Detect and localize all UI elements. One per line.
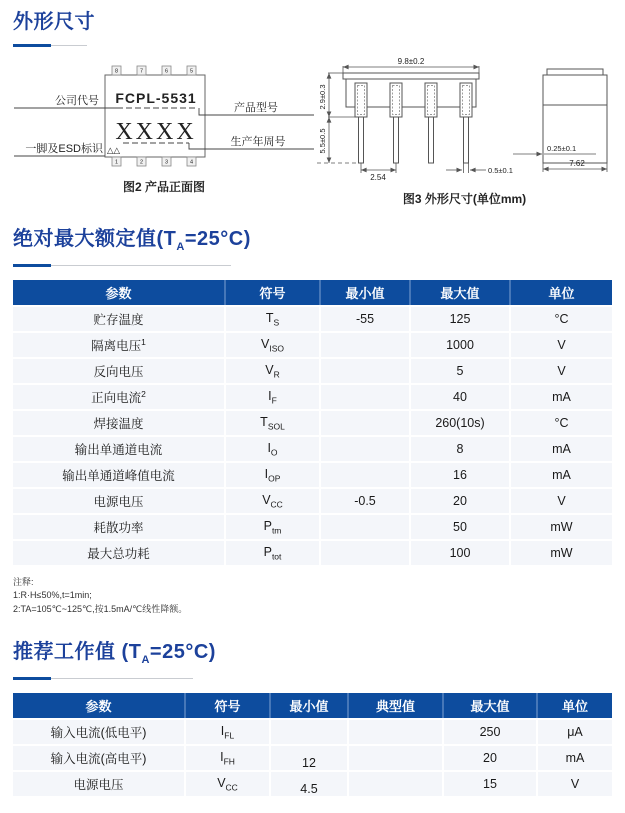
marking-code-text: XXXX <box>115 119 197 145</box>
min-cell: 4.5 <box>270 771 348 797</box>
section-abs-max <box>13 227 612 616</box>
unit-cell: mA <box>510 436 612 462</box>
dim-pin-width: 0.5±0.1 <box>488 166 513 175</box>
title-subscript: A <box>176 241 185 253</box>
col-min: 最小值 <box>320 280 410 306</box>
figure-outline-dims <box>315 55 614 207</box>
min-cell: -0.5 <box>320 488 410 514</box>
symbol-cell: $I_{FH}$ <box>185 745 270 771</box>
max-cell: 8 <box>410 436 510 462</box>
label-company-code: 公司代号 <box>55 95 99 107</box>
unit-cell: V <box>510 488 612 514</box>
table-header-row <box>13 280 612 306</box>
note-line: 2:TA=105℃~125℃,按1.5mA/℃线性降额。 <box>13 603 188 614</box>
notes-title: 注释: <box>13 576 34 587</box>
recommended-table <box>13 693 612 798</box>
col-max: 最大值 <box>410 280 510 306</box>
symbol-cell: $P_{tot}$ <box>225 540 320 566</box>
section-divider <box>13 44 612 47</box>
dim-width: 9.8±0.2 <box>397 57 425 66</box>
pin-number: 7 <box>139 68 144 75</box>
param-cell: 正向电流$^2$ <box>13 384 225 410</box>
dim-side-width: 7.62 <box>569 159 585 168</box>
symbol-cell: $T_S$ <box>225 306 320 332</box>
pin-number: 5 <box>189 68 194 75</box>
divider-accent <box>13 44 51 47</box>
symbol-cell: $V_{CC}$ <box>185 771 270 797</box>
param-cell: 耗散功率 <box>13 514 225 540</box>
param-cell: 隔离电压$^1$ <box>13 332 225 358</box>
unit-cell: μA <box>537 719 612 745</box>
col-unit: 单位 <box>510 280 612 306</box>
symbol-cell: $I_O$ <box>225 436 320 462</box>
label-product-model: 产品型号 <box>234 102 278 114</box>
col-symbol: 符号 <box>225 280 320 306</box>
max-cell: 250 <box>443 719 537 745</box>
min-cell <box>320 410 410 436</box>
table-row <box>13 488 612 514</box>
max-cell: 1000 <box>410 332 510 358</box>
typ-cell <box>348 771 443 797</box>
max-cell: 260(10s) <box>410 410 510 436</box>
min-cell <box>320 462 410 488</box>
symbol-cell: $I_F$ <box>225 384 320 410</box>
title-text: =25°C) <box>149 641 216 664</box>
unit-cell: °C <box>510 410 612 436</box>
max-cell: 15 <box>443 771 537 797</box>
max-cell: 50 <box>410 514 510 540</box>
unit-cell: mW <box>510 514 612 540</box>
pin-number: 1 <box>114 159 119 166</box>
pin-number: 4 <box>189 159 194 166</box>
param-cell: 输出单通道电流 <box>13 436 225 462</box>
param-cell: 输入电流(低电平) <box>13 719 185 745</box>
param-cell: 输出单通道峰值电流 <box>13 462 225 488</box>
dim-body-height: 2.9±0.3 <box>318 84 327 110</box>
title-text: =25°C) <box>184 228 251 250</box>
param-cell: 电源电压 <box>13 488 225 514</box>
dim-standoff: 0.25±0.1 <box>547 144 577 153</box>
divider-line <box>51 678 193 679</box>
note-line: 1:R·H≤50%,t=1min; <box>13 590 92 601</box>
param-cell: 输入电流(高电平) <box>13 745 185 771</box>
figure-product-front <box>13 55 315 207</box>
unit-cell: mA <box>537 745 612 771</box>
table-row <box>13 771 612 797</box>
unit-cell: V <box>510 332 612 358</box>
table-row <box>13 436 612 462</box>
typ-cell <box>348 719 443 745</box>
max-cell: 5 <box>410 358 510 384</box>
col-param: 参数 <box>13 693 185 719</box>
title-subscript: A <box>141 654 150 667</box>
page-title <box>13 10 612 35</box>
label-pin1-esd: 一脚及ESD标识 <box>25 143 103 155</box>
section-title-text: 外形尺寸 <box>13 11 95 33</box>
esd-mark: △△ <box>107 145 121 155</box>
col-typ: 典型值 <box>348 693 443 719</box>
unit-cell: V <box>510 358 612 384</box>
param-cell: 贮存温度 <box>13 306 225 332</box>
table-row <box>13 306 612 332</box>
product-front-diagram <box>13 55 315 174</box>
param-cell: 最大总功耗 <box>13 540 225 566</box>
title-text: 绝对最大额定值(T <box>13 228 177 250</box>
min-cell <box>270 719 348 745</box>
min-cell: -55 <box>320 306 410 332</box>
min-cell <box>320 514 410 540</box>
outline-dims-diagram <box>315 55 614 186</box>
dim-pitch: 2.54 <box>370 173 386 182</box>
abs-max-table <box>13 280 612 567</box>
typ-cell <box>348 745 443 771</box>
figure3-caption: 图3 外形尺寸(单位mm) <box>402 192 527 206</box>
table-row <box>13 745 612 771</box>
table-row <box>13 540 612 566</box>
param-cell: 反向电压 <box>13 358 225 384</box>
min-cell <box>320 436 410 462</box>
col-symbol: 符号 <box>185 693 270 719</box>
param-cell: 焊接温度 <box>13 410 225 436</box>
table-row <box>13 514 612 540</box>
max-cell: 20 <box>443 745 537 771</box>
front-view-body <box>343 73 479 163</box>
figures-row <box>13 55 612 207</box>
table-row <box>13 332 612 358</box>
title-text: 推荐工作值 (T <box>13 641 142 664</box>
table-row <box>13 462 612 488</box>
recommended-title <box>13 640 612 668</box>
symbol-cell: $V_{CC}$ <box>225 488 320 514</box>
figure2-caption: 图2 产品正面图 <box>122 180 205 194</box>
max-cell: 20 <box>410 488 510 514</box>
symbol-cell: $V_R$ <box>225 358 320 384</box>
table-row <box>13 410 612 436</box>
max-cell: 125 <box>410 306 510 332</box>
divider-line <box>51 265 231 266</box>
min-cell <box>320 384 410 410</box>
section-divider <box>13 264 612 267</box>
symbol-cell: $I_{FL}$ <box>185 719 270 745</box>
unit-cell: mA <box>510 462 612 488</box>
pin-number: 2 <box>139 159 144 166</box>
unit-cell: V <box>537 771 612 797</box>
min-cell <box>320 358 410 384</box>
pin-number: 8 <box>114 68 119 75</box>
col-unit: 单位 <box>537 693 612 719</box>
max-cell: 100 <box>410 540 510 566</box>
symbol-cell: $V_{ISO}$ <box>225 332 320 358</box>
notes-block <box>13 576 612 617</box>
min-cell <box>320 332 410 358</box>
unit-cell: mA <box>510 384 612 410</box>
label-production-week: 生产年周号 <box>230 136 286 148</box>
col-param: 参数 <box>13 280 225 306</box>
marking-model-text: FCPL-5531 <box>115 90 197 106</box>
col-min: 最小值 <box>270 693 348 719</box>
unit-cell: mW <box>510 540 612 566</box>
min-cell <box>320 540 410 566</box>
unit-cell: °C <box>510 306 612 332</box>
section-recommended <box>13 640 612 798</box>
symbol-cell: $T_{SOL}$ <box>225 410 320 436</box>
table-header-row <box>13 693 612 719</box>
divider-line <box>51 45 87 46</box>
abs-max-title <box>13 227 612 255</box>
dim-pin-length: 5.5±0.5 <box>318 128 327 154</box>
min-cell: 12 <box>270 745 348 771</box>
section-divider <box>13 677 612 680</box>
pin-number: 3 <box>164 159 169 166</box>
symbol-cell: $P_{tm}$ <box>225 514 320 540</box>
symbol-cell: $I_{OP}$ <box>225 462 320 488</box>
table-row <box>13 384 612 410</box>
divider-accent <box>13 677 51 680</box>
max-cell: 40 <box>410 384 510 410</box>
col-max: 最大值 <box>443 693 537 719</box>
table-row <box>13 719 612 745</box>
pin-number: 6 <box>164 68 169 75</box>
section-outline <box>13 10 612 207</box>
table-row <box>13 358 612 384</box>
divider-accent <box>13 264 51 267</box>
param-cell: 电源电压 <box>13 771 185 797</box>
max-cell: 16 <box>410 462 510 488</box>
